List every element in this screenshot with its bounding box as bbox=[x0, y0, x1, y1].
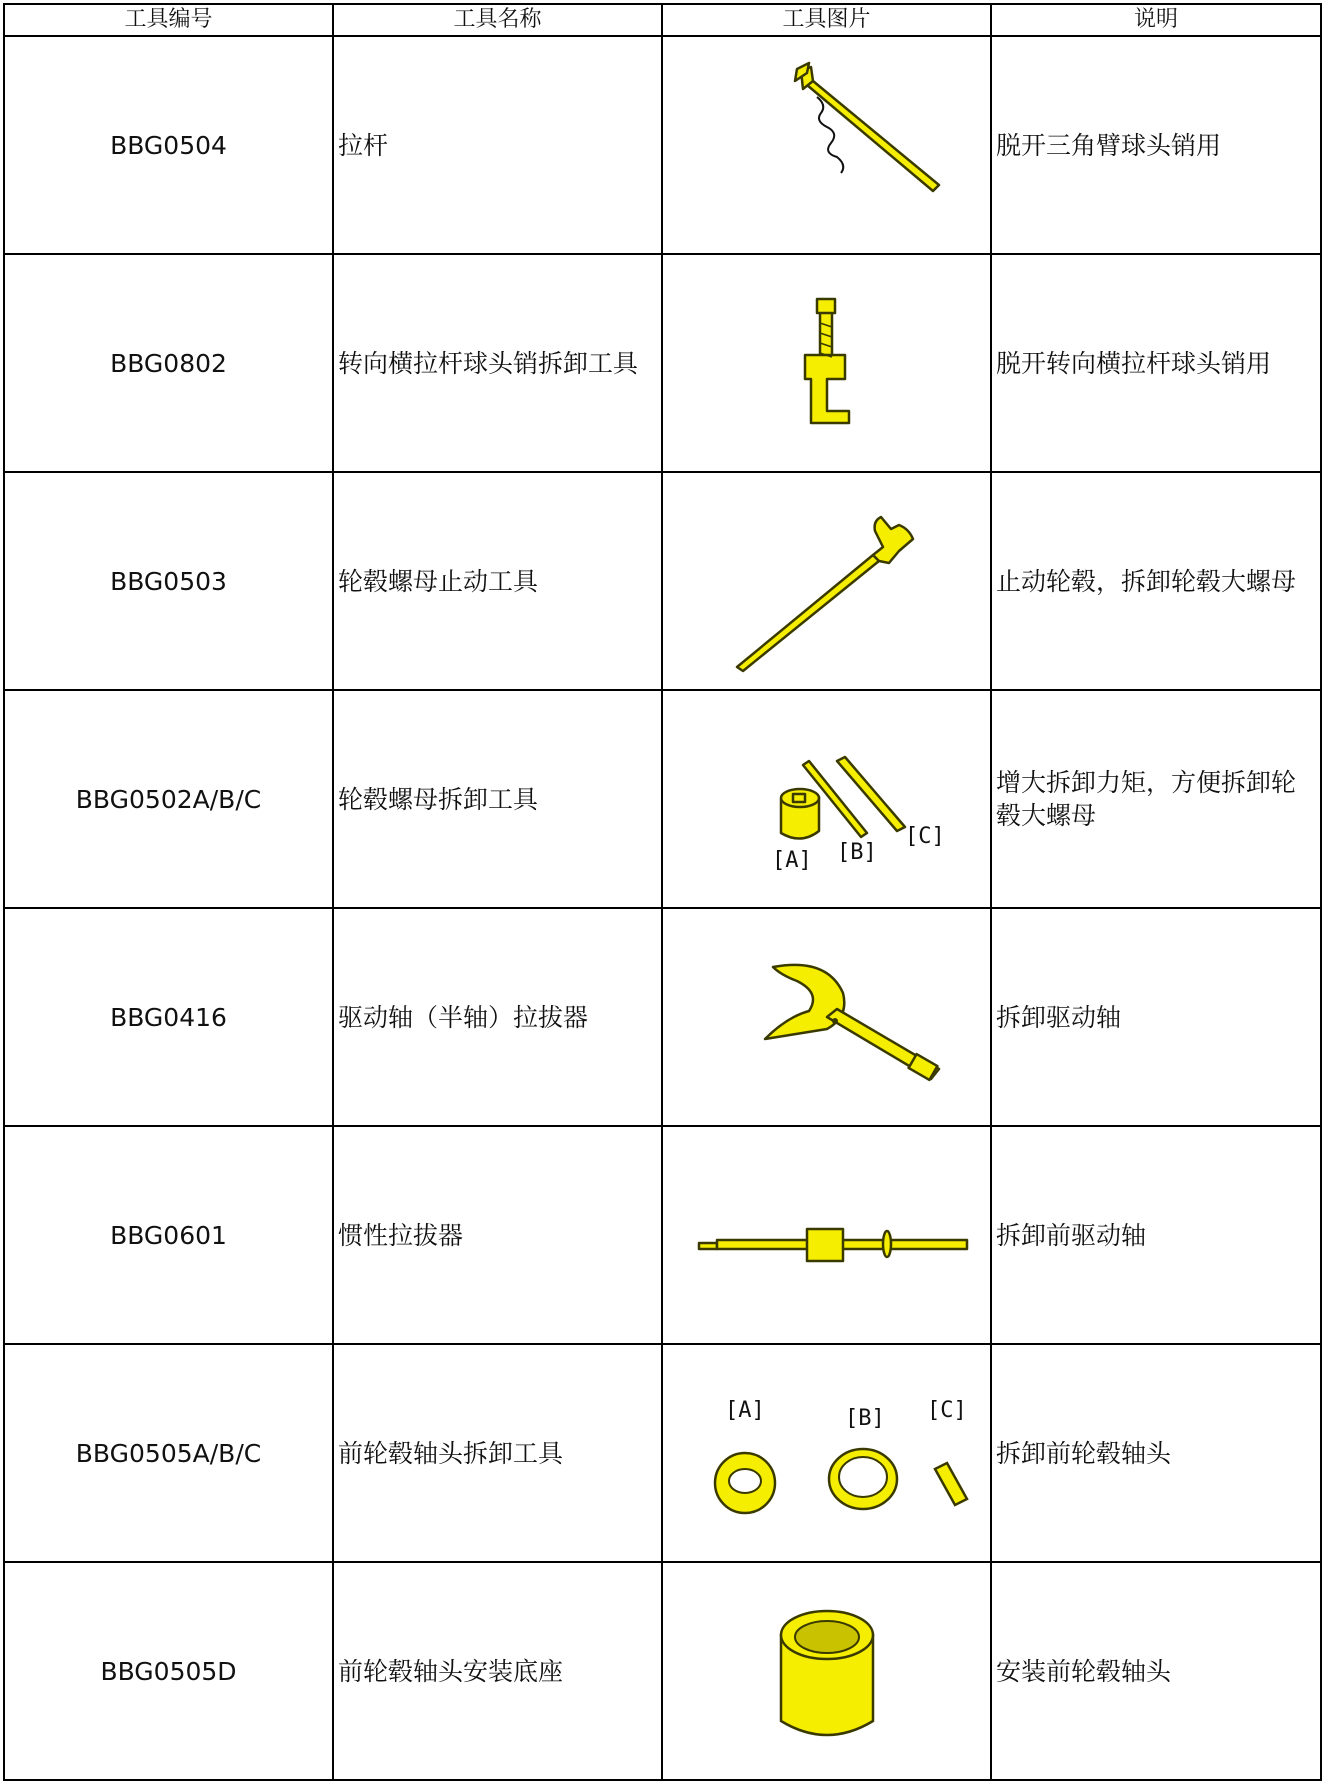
table-row bbox=[4, 472, 1321, 690]
tool-name: 转向横拉杆球头销拆卸工具 bbox=[333, 254, 662, 472]
tool-desc: 增大拆卸力矩，方便拆卸轮毂大螺母 bbox=[991, 690, 1321, 908]
tool-desc: 拆卸驱动轴 bbox=[991, 908, 1321, 1126]
hub-nut-socket-set-icon bbox=[677, 699, 977, 899]
part-label: [C] bbox=[926, 1398, 967, 1423]
part-label: [B] bbox=[836, 840, 877, 865]
tool-picture bbox=[662, 908, 991, 1126]
driveshaft-puller-icon bbox=[677, 917, 977, 1117]
part-label: [A] bbox=[724, 1398, 765, 1423]
tool-code: BBG0505A/B/C bbox=[4, 1344, 333, 1562]
tool-desc: 脱开三角臂球头销用 bbox=[991, 36, 1321, 254]
tool-code: BBG0503 bbox=[4, 472, 333, 690]
tool-picture bbox=[662, 472, 991, 690]
table-row bbox=[4, 1344, 1321, 1562]
tool-desc: 安装前轮毂轴头 bbox=[991, 1562, 1321, 1780]
tool-name: 前轮毂轴头安装底座 bbox=[333, 1562, 662, 1780]
tool-code: BBG0802 bbox=[4, 254, 333, 472]
table-row bbox=[4, 1126, 1321, 1344]
tool-name: 轮毂螺母止动工具 bbox=[333, 472, 662, 690]
pull-rod-icon bbox=[677, 45, 977, 245]
slide-hammer-icon bbox=[677, 1135, 977, 1335]
hub-holder-icon bbox=[677, 481, 977, 681]
tool-name: 拉杆 bbox=[333, 36, 662, 254]
tool-code: BBG0505D bbox=[4, 1562, 333, 1780]
tool-name: 前轮毂轴头拆卸工具 bbox=[333, 1344, 662, 1562]
hub-removal-set-icon bbox=[677, 1353, 977, 1553]
tool-code: BBG0504 bbox=[4, 36, 333, 254]
table-header-row bbox=[4, 4, 1321, 36]
tool-picture bbox=[662, 690, 991, 908]
part-label: [B] bbox=[844, 1406, 885, 1431]
tool-desc: 止动轮毂，拆卸轮毂大螺母 bbox=[991, 472, 1321, 690]
tool-desc: 拆卸前轮毂轴头 bbox=[991, 1344, 1321, 1562]
header-desc: 说明 bbox=[991, 4, 1321, 36]
table-row bbox=[4, 908, 1321, 1126]
ball-joint-puller-icon bbox=[677, 263, 977, 463]
tool-desc: 拆卸前驱动轴 bbox=[991, 1126, 1321, 1344]
header-name: 工具名称 bbox=[333, 4, 662, 36]
tool-code: BBG0502A/B/C bbox=[4, 690, 333, 908]
table-row bbox=[4, 690, 1321, 908]
tool-code: BBG0601 bbox=[4, 1126, 333, 1344]
tool-table bbox=[3, 3, 1322, 1781]
tool-picture bbox=[662, 254, 991, 472]
tool-desc: 脱开转向横拉杆球头销用 bbox=[991, 254, 1321, 472]
tool-name: 惯性拉拔器 bbox=[333, 1126, 662, 1344]
tool-picture bbox=[662, 36, 991, 254]
tool-picture bbox=[662, 1344, 991, 1562]
tool-name: 轮毂螺母拆卸工具 bbox=[333, 690, 662, 908]
table-row bbox=[4, 254, 1321, 472]
part-label: [A] bbox=[771, 848, 812, 873]
tool-name: 驱动轴（半轴）拉拔器 bbox=[333, 908, 662, 1126]
tool-picture bbox=[662, 1126, 991, 1344]
header-code: 工具编号 bbox=[4, 4, 333, 36]
part-label: [C] bbox=[904, 824, 945, 849]
table-row bbox=[4, 36, 1321, 254]
tool-picture bbox=[662, 1562, 991, 1780]
header-picture: 工具图片 bbox=[662, 4, 991, 36]
table-row bbox=[4, 1562, 1321, 1780]
tool-code: BBG0416 bbox=[4, 908, 333, 1126]
hub-install-base-icon bbox=[677, 1571, 977, 1771]
